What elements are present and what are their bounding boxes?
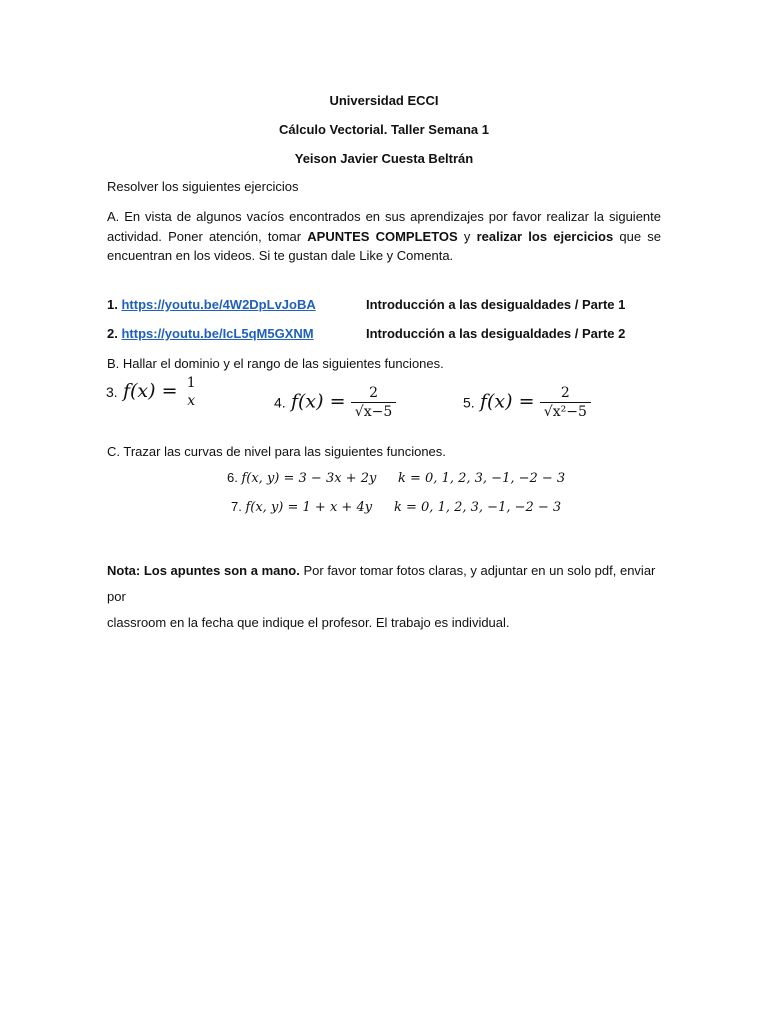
function-3-label: 3.: [106, 384, 118, 401]
university-title: Universidad ECCI: [329, 93, 439, 108]
level-curve-6-k: [398, 470, 565, 486]
level-curve-6-label: 6.: [227, 470, 238, 485]
function-4-lhs: f(x) =: [290, 390, 346, 413]
level-curve-7-expr: f(x, y) = 1 + x + 4y: [245, 500, 373, 515]
video-title-1: Introducción a las desigualdades / Parte 1: [366, 297, 626, 312]
level-curve-6-k-values: k = 0, 1, 2, 3, −1, −2 − 3: [398, 471, 566, 486]
function-4: [274, 384, 396, 421]
function-3-numerator: 1: [186, 375, 196, 391]
video-link-1[interactable]: https://youtu.be/4W2DpLvJoBA: [121, 297, 316, 312]
section-a-text-3: que se encuentran en los videos. Si te gustan dale Like y Comenta.: [107, 228, 661, 263]
level-curve-7: [231, 499, 372, 515]
note-line-2: classroom en la fecha que indique el profesor. El trabajo es individual.: [107, 615, 510, 630]
course-title: Cálculo Vectorial. Taller Semana 1: [278, 122, 490, 137]
note-paragraph: [107, 558, 667, 636]
function-5-label: 5.: [463, 394, 475, 411]
video-link-2[interactable]: https://youtu.be/IcL5qM5GXNM: [121, 326, 314, 341]
function-4-label: 4.: [274, 394, 286, 411]
level-curve-6: [227, 470, 376, 486]
level-curve-6-expr: f(x, y) = 3 − 3x + 2y: [241, 471, 377, 486]
author-name: Yeison Javier Cuesta Beltrán: [294, 151, 474, 166]
note-bold: Nota: Los apuntes son a mano.: [107, 563, 300, 578]
section-a-bold-1: APUNTES COMPLETOS: [307, 228, 458, 244]
function-5-numerator: 2: [560, 385, 570, 401]
section-b-text: B. Hallar el dominio y el rango de las siguientes funciones.: [107, 356, 444, 371]
section-a-paragraph: [107, 207, 661, 266]
video-title-2: Introducción a las desigualdades / Parte 2: [366, 326, 626, 341]
intro-text: Resolver los siguientes ejercicios: [107, 179, 299, 194]
function-4-numerator: 2: [369, 385, 378, 401]
function-4-denominator: √x−5: [351, 402, 396, 421]
function-3-lhs: f(x) =: [122, 380, 178, 403]
section-a-text-2: y: [457, 228, 477, 244]
section-c-text: C. Trazar las curvas de nivel para las siguientes funciones.: [107, 444, 446, 459]
video-number-2: 2.: [107, 326, 118, 341]
function-5: [463, 384, 591, 421]
level-curve-7-label: 7.: [231, 499, 242, 514]
function-5-lhs: f(x) =: [479, 390, 535, 413]
function-3-denominator: x: [187, 393, 196, 409]
level-curve-7-k: [394, 499, 561, 515]
section-a-bold-2: realizar los ejercicios: [476, 228, 614, 244]
note-line-1: Por favor tomar fotos claras, y adjuntar en un solo pdf, enviar por: [107, 563, 656, 604]
level-curve-7-k-values: k = 0, 1, 2, 3, −1, −2 − 3: [394, 500, 562, 515]
function-4-fraction: [351, 384, 396, 421]
video-row-1: [107, 297, 316, 312]
video-number-1: 1.: [107, 297, 118, 312]
function-5-denominator: √x²−5: [540, 402, 591, 421]
section-a-text-1: A. En vista de algunos vacíos encontrados en sus aprendizajes por favor realizar la siguiente actividad. Poner atención, tomar: [107, 209, 661, 244]
function-3: [106, 374, 200, 410]
video-row-2: [107, 326, 314, 341]
function-5-fraction: [540, 384, 591, 421]
function-3-fraction: [183, 374, 200, 410]
